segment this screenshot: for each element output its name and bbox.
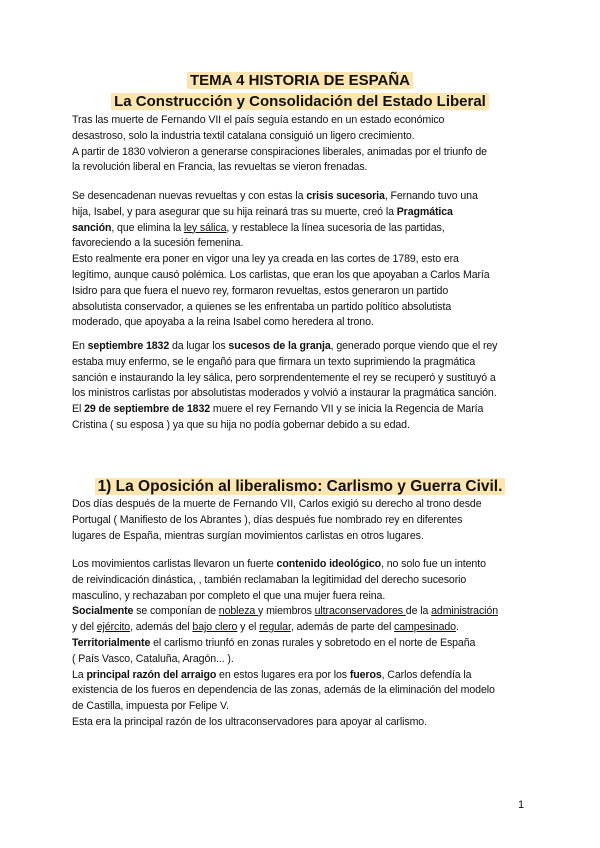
section-heading-text: 1) La Oposición al liberalismo: Carlismo y Guerra Civil. <box>95 478 506 495</box>
text-line: Esta era la principal razón de los ultraconservadores para apoyar al carlismo. <box>72 715 427 728</box>
text-line: masculino, y rechazaban por completo el que una mujer fuera reina. <box>72 589 386 602</box>
text-line: de Castilla, impuesta por Felipe V. <box>72 700 229 713</box>
text-line: Cristina ( su esposa ) ya que su hija no podía gobernar debido a su edad. <box>72 418 410 431</box>
text-line: lugares de España, mientras surgían movimientos carlistas en otros lugares. <box>72 529 424 542</box>
paragraph-2 <box>72 189 532 331</box>
subtitle-text: La Construcción y Consolidación del Estado Liberal <box>111 93 489 110</box>
text-line: legítimo, aunque causó polémica. Los carlistas, que eran los que apoyaban a Carlos María <box>72 268 490 281</box>
text-line: Tras las muerte de Fernando VII el país seguía estando en un estado económico <box>72 114 445 126</box>
title <box>0 72 600 89</box>
text-line: estaba muy enfermo, se le engañó para que firmara un texto suprimiendo la pragmática <box>72 355 476 368</box>
text-line: favoreciendo a la sucesión femenina. <box>72 237 244 250</box>
text-line: Portugal ( Manifiesto de los Abrantes ), días después fue nombrado rey en diferentes <box>72 513 463 526</box>
section-heading <box>0 478 600 496</box>
paragraph-1 <box>72 113 532 176</box>
title-text: TEMA 4 HISTORIA DE ESPAÑA <box>187 72 413 89</box>
paragraph-5 <box>72 557 532 731</box>
text-line: A partir de 1830 volvieron a generarse conspiraciones liberales, animadas por el triunfo de <box>72 145 487 158</box>
text-line: sanción, que elimina la ley sálica, y restablece la línea sucesoria de las partidas, <box>72 221 445 234</box>
text-line: ( País Vasco, Cataluña, Aragón... ). <box>72 652 234 665</box>
text-line: Socialmente se componían de nobleza y miembros ultraconservadores de la administración <box>72 605 499 618</box>
subtitle <box>0 93 600 110</box>
text-line: los ministros carlistas por absolutistas moderados y volvió a instaurar la pragmática sanción. <box>72 387 497 400</box>
text-line: desastroso, solo la industria textil catalana consiguió un ligero crecimiento. <box>72 129 415 142</box>
crisis-sucesoria: crisis sucesoria <box>306 190 385 202</box>
text-line: hija, Isabel, y para asegurar que su hija reinará tras su muerte, creó la Pragmática <box>72 205 453 218</box>
ley-salica: ley sálica <box>183 221 227 234</box>
text-line: Territorialmente el carlismo triunfó en zonas rurales y sobretodo en el norte de España <box>72 636 476 649</box>
text-line: El 29 de septiembre de 1832 muere el rey Fernando VII y se inicia la Regencia de María <box>72 403 484 416</box>
text-line: La principal razón del arraigo en estos lugares era por los fueros, Carlos defendía la <box>72 668 472 681</box>
text-line: existencia de los fueros en dependencia de las zonas, además de la eliminación del modelo <box>72 684 495 697</box>
text-line: de reivindicación dinástica, , también reclamaban la legitimidad del derecho sucesorio <box>72 573 467 586</box>
page-number: 1 <box>518 799 525 811</box>
text-line: Esto realmente era poner en vigor una ley ya creada en las cortes de 1789, esto era <box>72 253 459 266</box>
text-line: moderado, que apoyaba a la reina Isabel como heredera al trono. <box>72 316 374 329</box>
paragraph-4 <box>72 497 532 544</box>
paragraph-3 <box>72 339 532 434</box>
text-line: Dos días después de la muerte de Fernando VII, Carlos exigió su derecho al trono desde <box>72 498 482 510</box>
text-line: absolutista conservador, a quienes se les enfrentaba un partido político absolutista <box>72 300 452 313</box>
text-line: la revolución liberal en Francia, las revueltas se vieron frenadas. <box>72 161 368 174</box>
text-line: Se desencadenan nuevas revueltas y con estas la crisis sucesoria, Fernando tuvo una <box>72 190 478 202</box>
text-line: Isidro para que fuera el nuevo rey, formaron revueltas, estos generaron un partido <box>72 284 449 297</box>
text-line: sanción e instaurando la ley sálica, pero sorprendentemente el rey se recuperó y sustituyó a <box>72 371 496 384</box>
text-line: En septiembre 1832 da lugar los sucesos de la granja, generado porque viendo que el rey <box>72 340 498 352</box>
text-line: y del ejército, además del bajo clero y el regular, además de parte del campesinado. <box>72 621 459 634</box>
text-line: Los movimientos carlistas llevaron un fuerte contenido ideológico, no solo fue un intento <box>72 558 486 570</box>
